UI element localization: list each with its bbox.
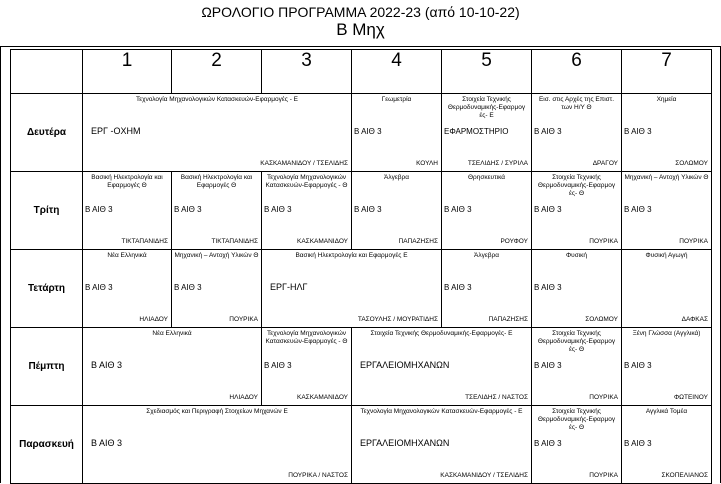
subject-label: Ξένη Γλώσσα (Αγγλικά) bbox=[632, 330, 701, 337]
subject-label: Άλγεβρα bbox=[384, 174, 409, 181]
subject-label: Αγγλικά Τομέα bbox=[645, 408, 688, 415]
lesson-cell-content bbox=[83, 406, 351, 483]
lesson-cell bbox=[442, 94, 532, 172]
timetable bbox=[10, 49, 712, 484]
room-label: Β ΑΙΘ 3 bbox=[624, 361, 652, 370]
teacher-label: ΠΑΠΑΖΗΣΗΣ bbox=[398, 238, 438, 245]
lesson-cell bbox=[262, 250, 442, 328]
timetable-body bbox=[11, 50, 712, 484]
day-row bbox=[11, 172, 712, 250]
lesson-cell-content bbox=[83, 250, 171, 327]
room-label: Β ΑΙΘ 3 bbox=[85, 283, 113, 292]
teacher-label: ΤΙΚΤΑΠΑΝΙΔΗΣ bbox=[211, 238, 258, 245]
room-label: Β ΑΙΘ 3 bbox=[444, 283, 472, 292]
lesson-cell bbox=[622, 172, 712, 250]
period-header: 7 bbox=[622, 50, 712, 94]
lesson-cell bbox=[83, 250, 172, 328]
lesson-cell bbox=[622, 250, 712, 328]
subject-label: Τεχνολογία Μηχανολογικών Κατασκευών-Εφαρμογές - Ε bbox=[135, 96, 299, 103]
lesson-cell bbox=[442, 250, 532, 328]
room-label: Β ΑΙΘ 3 bbox=[624, 439, 652, 448]
teacher-label: ΣΚΟΠΕΛΙΑΝΟΣ bbox=[661, 472, 708, 479]
subject-label: Στοιχεία Τεχνικής Θερμοδυναμικής-Εφαρμογ ές- Θ bbox=[537, 330, 616, 353]
lesson-cell-content bbox=[262, 328, 351, 405]
period-header: 2 bbox=[172, 50, 262, 94]
lesson-cell-content bbox=[83, 328, 261, 405]
day-name: Τετάρτη bbox=[11, 250, 83, 328]
lesson-cell bbox=[352, 94, 442, 172]
teacher-label: ΠΟΥΡΙΚΑ bbox=[679, 238, 708, 245]
lesson-cell-content bbox=[442, 250, 531, 327]
lesson-cell-content bbox=[532, 406, 621, 483]
subject-label: Φυσική Αγωγή bbox=[645, 252, 688, 259]
subject-label: Φυσική bbox=[565, 252, 588, 259]
teacher-label: ΤΣΕΛΙΔΗΣ / ΝΑΣΤΟΣ bbox=[465, 394, 528, 401]
room-label: Β ΑΙΘ 3 bbox=[174, 283, 202, 292]
room-label: Β ΑΙΘ 3 bbox=[534, 205, 562, 214]
room-label: Β ΑΙΘ 3 bbox=[174, 205, 202, 214]
period-header: 6 bbox=[532, 50, 622, 94]
teacher-label: ΣΟΛΩΜΟΥ bbox=[585, 316, 618, 323]
teacher-label: ΚΟΥΛΗ bbox=[416, 160, 438, 167]
lesson-cell-content bbox=[622, 172, 711, 249]
lesson-cell bbox=[83, 328, 262, 406]
lesson-cell-content bbox=[532, 328, 621, 405]
subject-label: Βασική Ηλεκτρολογία και Εφαρμογές Θ bbox=[91, 174, 163, 189]
teacher-label: ΚΑΣΚΑΜΑΝΙΔΟΥ / ΤΣΕΛΙΔΗΣ bbox=[260, 160, 348, 167]
lesson-cell bbox=[532, 406, 622, 484]
room-label: Β ΑΙΘ 3 bbox=[91, 438, 123, 448]
day-row bbox=[11, 94, 712, 172]
lesson-cell-content bbox=[352, 328, 531, 405]
room-label: ΕΡΓ -ΟΧΗΜ bbox=[91, 126, 141, 136]
day-row bbox=[11, 328, 712, 406]
lesson-cell-content bbox=[352, 94, 441, 171]
day-name: Τρίτη bbox=[11, 172, 83, 250]
room-label: ΕΦΑΡΜΟΣΤΗΡΙΟ bbox=[444, 127, 509, 136]
teacher-label: ΚΑΣΚΑΜΑΝΙΔΟΥ / ΤΣΕΛΙΔΗΣ bbox=[440, 472, 528, 479]
subject-label: Βασική Ηλεκτρολογία και Εφαρμογές Ε bbox=[295, 252, 408, 259]
room-label: Β ΑΙΘ 3 bbox=[85, 205, 113, 214]
lesson-cell bbox=[442, 172, 532, 250]
lesson-cell-content bbox=[442, 94, 531, 171]
room-label: Β ΑΙΘ 3 bbox=[444, 205, 472, 214]
lesson-cell-content bbox=[532, 172, 621, 249]
room-label: Β ΑΙΘ 3 bbox=[534, 361, 562, 370]
lesson-cell-content bbox=[352, 406, 531, 483]
lesson-cell bbox=[172, 172, 262, 250]
period-header: 3 bbox=[262, 50, 352, 94]
page-title: ΩΡΟΛΟΓΙΟ ΠΡΟΓΡΑΜΜΑ 2022-23 (από 10-10-22) bbox=[201, 4, 520, 20]
teacher-label: ΠΟΥΡΙΚΑ bbox=[229, 316, 258, 323]
subject-label: Χημεία bbox=[656, 96, 677, 103]
lesson-cell bbox=[262, 328, 352, 406]
lesson-cell-content bbox=[622, 328, 711, 405]
teacher-label: ΠΟΥΡΙΚΑ / ΝΑΣΤΟΣ bbox=[288, 472, 348, 479]
subject-label: Στοιχεία Τεχνικής Θερμοδυναμικής-Εφαρμογ ές- Θ bbox=[537, 174, 616, 197]
teacher-label: ΤΙΚΤΑΠΑΝΙΔΗΣ bbox=[121, 238, 168, 245]
subject-label: Τεχνολογία Μηχανολογικών Κατασκευών-Εφαρμογές - Θ bbox=[265, 174, 348, 189]
lesson-cell-content bbox=[442, 172, 531, 249]
room-label: Β ΑΙΘ 3 bbox=[354, 205, 382, 214]
room-label: Β ΑΙΘ 3 bbox=[91, 360, 123, 370]
lesson-cell bbox=[532, 250, 622, 328]
lesson-cell-content bbox=[622, 406, 711, 483]
room-label: Β ΑΙΘ 3 bbox=[354, 127, 382, 136]
subject-label: Μηχανική – Αντοχή Υλικών Θ bbox=[624, 174, 709, 181]
lesson-cell-content bbox=[262, 250, 441, 327]
subject-label: Μηχανική – Αντοχή Υλικών Θ bbox=[174, 252, 259, 259]
teacher-label: ΚΑΣΚΑΜΑΝΙΔΟΥ bbox=[297, 394, 348, 401]
day-name: Παρασκευή bbox=[11, 406, 83, 484]
lesson-cell bbox=[83, 172, 172, 250]
lesson-cell bbox=[352, 172, 442, 250]
subject-label: Θρησκευτικά bbox=[467, 174, 506, 181]
lesson-cell-content bbox=[622, 94, 711, 171]
lesson-cell bbox=[352, 328, 532, 406]
subject-label: Στοιχεία Τεχνικής Θερμοδυναμικής-Εφαρμογ ές- Θ bbox=[537, 408, 616, 431]
lesson-cell bbox=[83, 406, 352, 484]
lesson-cell-content bbox=[622, 250, 711, 327]
room-label: Β ΑΙΘ 3 bbox=[534, 127, 562, 136]
subject-label: Γεωμετρία bbox=[381, 96, 412, 103]
room-label: ΕΡΓΑΛΕΙΟΜΗΧΑΝΩΝ bbox=[360, 360, 450, 370]
day-row bbox=[11, 406, 712, 484]
room-label: ΕΡΓ-ΗΛΓ bbox=[270, 282, 308, 292]
subject-label: Σχεδιασμός και Περιγραφή Στοιχείων Μηχανών Ε bbox=[146, 408, 288, 415]
room-label: Β ΑΙΘ 3 bbox=[264, 361, 292, 370]
lesson-cell-content bbox=[262, 172, 351, 249]
lesson-cell bbox=[83, 94, 352, 172]
period-header: 4 bbox=[352, 50, 442, 94]
teacher-label: ΣΟΛΩΜΟΥ bbox=[675, 160, 708, 167]
room-label: Β ΑΙΘ 3 bbox=[264, 205, 292, 214]
day-row bbox=[11, 250, 712, 328]
lesson-cell-content bbox=[83, 94, 351, 171]
subject-label: Νέα Ελληνικά bbox=[152, 330, 192, 337]
lesson-cell bbox=[622, 406, 712, 484]
room-label: Β ΑΙΘ 3 bbox=[624, 127, 652, 136]
subject-label: Άλγεβρα bbox=[474, 252, 499, 259]
teacher-label: ΚΑΣΚΑΜΑΝΙΔΟΥ bbox=[297, 238, 348, 245]
corner-cell bbox=[11, 50, 83, 94]
teacher-label: ΠΟΥΡΙΚΑ bbox=[589, 472, 618, 479]
subject-label: Τεχνολογία Μηχανολογικών Κατασκευών-Εφαρμογές - Ε bbox=[360, 408, 523, 415]
lesson-cell-content bbox=[83, 172, 171, 249]
teacher-label: ΦΩΤΕΙΝΟΥ bbox=[673, 394, 708, 401]
lesson-cell bbox=[172, 250, 262, 328]
teacher-label: ΠΑΠΑΖΗΣΗΣ bbox=[488, 316, 528, 323]
lesson-cell bbox=[622, 94, 712, 172]
room-label: Β ΑΙΘ 3 bbox=[534, 283, 562, 292]
lesson-cell-content bbox=[352, 172, 441, 249]
subject-label: Εισ. στις Αρχές της Επιστ. των Η/Υ Θ bbox=[538, 96, 615, 111]
room-label: Β ΑΙΘ 3 bbox=[624, 205, 652, 214]
lesson-cell bbox=[532, 172, 622, 250]
period-header-row bbox=[11, 50, 712, 94]
lesson-cell-content bbox=[532, 94, 621, 171]
teacher-label: ΔΑΦΚΑΣ bbox=[681, 316, 708, 323]
lesson-cell-content bbox=[172, 250, 261, 327]
day-name: Πέμπτη bbox=[11, 328, 83, 406]
teacher-label: ΔΡΑΓΟΥ bbox=[592, 160, 618, 167]
teacher-label: ΤΑΣΟΥΛΗΣ / ΜΟΥΡΑΤΙΔΗΣ bbox=[357, 316, 438, 323]
teacher-label: ΡΟΥΦΟΥ bbox=[500, 238, 528, 245]
subject-label: Τεχνολογία Μηχανολογικών Κατασκευών-Εφαρμογές - Θ bbox=[265, 330, 348, 345]
teacher-label: ΗΛΙΑΔΟΥ bbox=[229, 394, 258, 401]
lesson-cell bbox=[532, 94, 622, 172]
lesson-cell-content bbox=[172, 172, 261, 249]
lesson-cell-content bbox=[532, 250, 621, 327]
lesson-cell bbox=[262, 172, 352, 250]
subject-label: Νέα Ελληνικά bbox=[107, 252, 147, 259]
period-header: 1 bbox=[83, 50, 172, 94]
room-label: ΕΡΓΑΛΕΙΟΜΗΧΑΝΩΝ bbox=[360, 438, 450, 448]
room-label: Β ΑΙΘ 3 bbox=[534, 439, 562, 448]
subject-label: Στοιχεία Τεχνικής Θερμοδυναμικής-Εφαρμογ ές- Ε bbox=[447, 96, 526, 119]
lesson-cell bbox=[622, 328, 712, 406]
subject-label: Βασική Ηλεκτρολογία και Εφαρμογές Θ bbox=[180, 174, 253, 189]
class-name: Β Μηχ bbox=[336, 20, 385, 39]
teacher-label: ΠΟΥΡΙΚΑ bbox=[589, 394, 618, 401]
teacher-label: ΗΛΙΑΔΟΥ bbox=[139, 316, 168, 323]
lesson-cell bbox=[532, 328, 622, 406]
day-name: Δευτέρα bbox=[11, 94, 83, 172]
period-header: 5 bbox=[442, 50, 532, 94]
subject-label: Στοιχεία Τεχνικής Θερμοδυναμικής-Εφαρμογές- Ε bbox=[370, 330, 513, 337]
teacher-label: ΠΟΥΡΙΚΑ bbox=[589, 238, 618, 245]
lesson-cell bbox=[352, 406, 532, 484]
teacher-label: ΤΣΕΛΙΔΗΣ / ΣΥΡΙΛΑ bbox=[467, 160, 528, 167]
